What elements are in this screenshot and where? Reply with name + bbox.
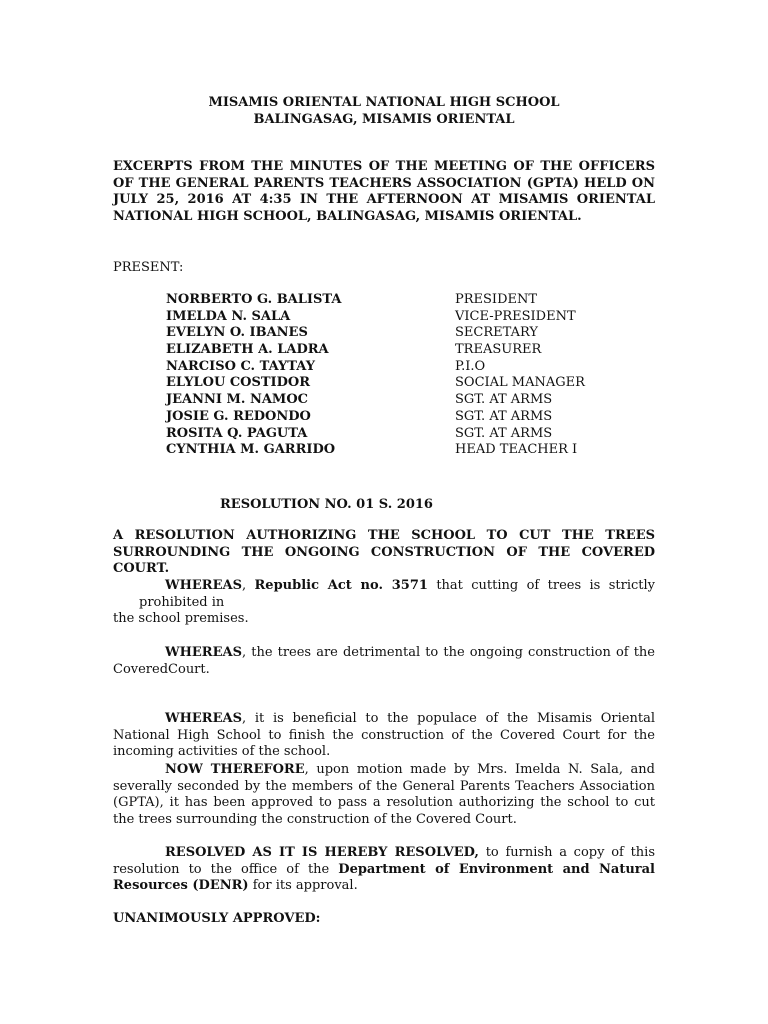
whereas-paragraph-1	[113, 578, 655, 628]
officer-name: CYNTHIA M. GARRIDO	[166, 442, 336, 458]
minutes-excerpt-heading: EXCERPTS FROM THE MINUTES OF THE MEETING OF THE OFFICERS OF THE GENERAL PARENTS TEACHERS ASSOCIATION (GPTA) HELD ON JULY 25, 2016 AT 4:35 IN THE AFTERNOON AT MISAMIS ORIENTAL NATIONAL HIGH SCHOOL, BALINGASAG, MISAMIS ORIENTAL.	[113, 159, 655, 224]
whereas-text: , the trees are detrimental to the ongoing construction of the CoveredCourt.	[113, 645, 655, 677]
officer-name: EVELYN O. IBANES	[166, 325, 308, 341]
whereas-line: WHEREAS, Republic Act no. 3571 that cutting of trees is strictly	[165, 578, 655, 593]
denr-reference: Department of Environment and Natural Resources (DENR)	[113, 861, 655, 894]
officer-name: NARCISO C. TAYTAY	[166, 358, 315, 374]
whereas-lead: WHEREAS	[165, 578, 242, 593]
school-name: MISAMIS ORIENTAL NATIONAL HIGH SCHOOL	[208, 95, 560, 110]
resolved-lead: RESOLVED AS IT IS HEREBY RESOLVED,	[165, 845, 479, 860]
officer-row	[166, 309, 606, 326]
officer-name: NORBERTO G. BALISTA	[166, 292, 342, 307]
officer-position: TREASURER	[455, 342, 542, 358]
now-therefore-text: , upon motion made by Mrs. Imelda N. Sala, and severally seconded by the members of the General Parents Teachers Association (GPTA), it has been approved to pass a resolution authorizing the school to cut the trees surrounding the construction of the Covered Court.	[113, 762, 655, 827]
whereas-lead: WHEREAS	[165, 711, 242, 726]
officer-row	[166, 426, 606, 443]
officer-name: ELYLOU COSTIDOR	[166, 375, 311, 391]
officer-position: VICE-PRESIDENT	[455, 308, 576, 324]
officer-position: SGT. AT ARMS	[455, 425, 553, 441]
officer-row	[166, 409, 606, 426]
school-header	[0, 94, 768, 128]
resolved-paragraph	[113, 845, 655, 895]
officer-name: ROSITA Q. PAGUTA	[166, 425, 308, 441]
officer-position: HEAD TEACHER I	[455, 442, 578, 458]
officer-position: SGT. AT ARMS	[455, 408, 553, 424]
officer-row	[166, 392, 606, 409]
unanimously-approved-label: UNANIMOUSLY APPROVED:	[113, 911, 321, 926]
officer-row	[166, 359, 606, 376]
whereas-line: the school premises.	[113, 611, 249, 627]
whereas-lead: WHEREAS	[165, 645, 242, 660]
officer-position: P.I.O	[455, 358, 486, 374]
officer-position: SECRETARY	[455, 325, 538, 341]
officer-position: SGT. AT ARMS	[455, 392, 553, 408]
officer-position: PRESIDENT	[455, 292, 538, 307]
officer-row	[166, 375, 606, 392]
resolution-title	[113, 528, 655, 578]
whereas-text: , it is beneficial to the populace of the Misamis Oriental National High School to finish the construction of the Covered Court for the incoming activities of the school.	[113, 711, 655, 760]
resolution-title-line: A RESOLUTION AUTHORIZING THE SCHOOL TO CUT THE TREES	[113, 528, 655, 543]
officer-position: SOCIAL MANAGER	[455, 375, 585, 391]
whereas-paragraph-2	[113, 645, 655, 678]
officer-name: IMELDA N. SALA	[166, 308, 291, 324]
resolution-number: RESOLUTION NO. 01 S. 2016	[220, 497, 433, 512]
resolved-text-end: for its approval.	[248, 878, 358, 894]
resolution-title-line: SURROUNDING THE ONGOING CONSTRUCTION OF THE COVERED COURT.	[113, 544, 655, 577]
officer-name: ELIZABETH A. LADRA	[166, 342, 329, 358]
now-therefore-lead: NOW THEREFORE	[165, 762, 305, 777]
officer-name: JEANNI M. NAMOC	[166, 392, 308, 408]
present-label: PRESENT:	[113, 260, 184, 275]
officer-row	[166, 342, 606, 359]
now-therefore-paragraph	[113, 762, 655, 828]
officer-row	[166, 442, 606, 459]
officer-row	[166, 325, 606, 342]
officers-list	[166, 292, 606, 459]
whereas-text: that cutting of trees is strictly	[427, 578, 655, 593]
whereas-line: prohibited in	[139, 594, 225, 610]
resolved-text: to furnish a copy of this resolution to the office of the	[113, 845, 655, 877]
school-location: BALINGASAG, MISAMIS ORIENTAL	[253, 112, 515, 127]
republic-act-reference: Republic Act no. 3571	[254, 578, 428, 593]
officer-row	[166, 292, 606, 309]
whereas-paragraph-3	[113, 711, 655, 761]
officer-name: JOSIE G. REDONDO	[166, 408, 311, 424]
